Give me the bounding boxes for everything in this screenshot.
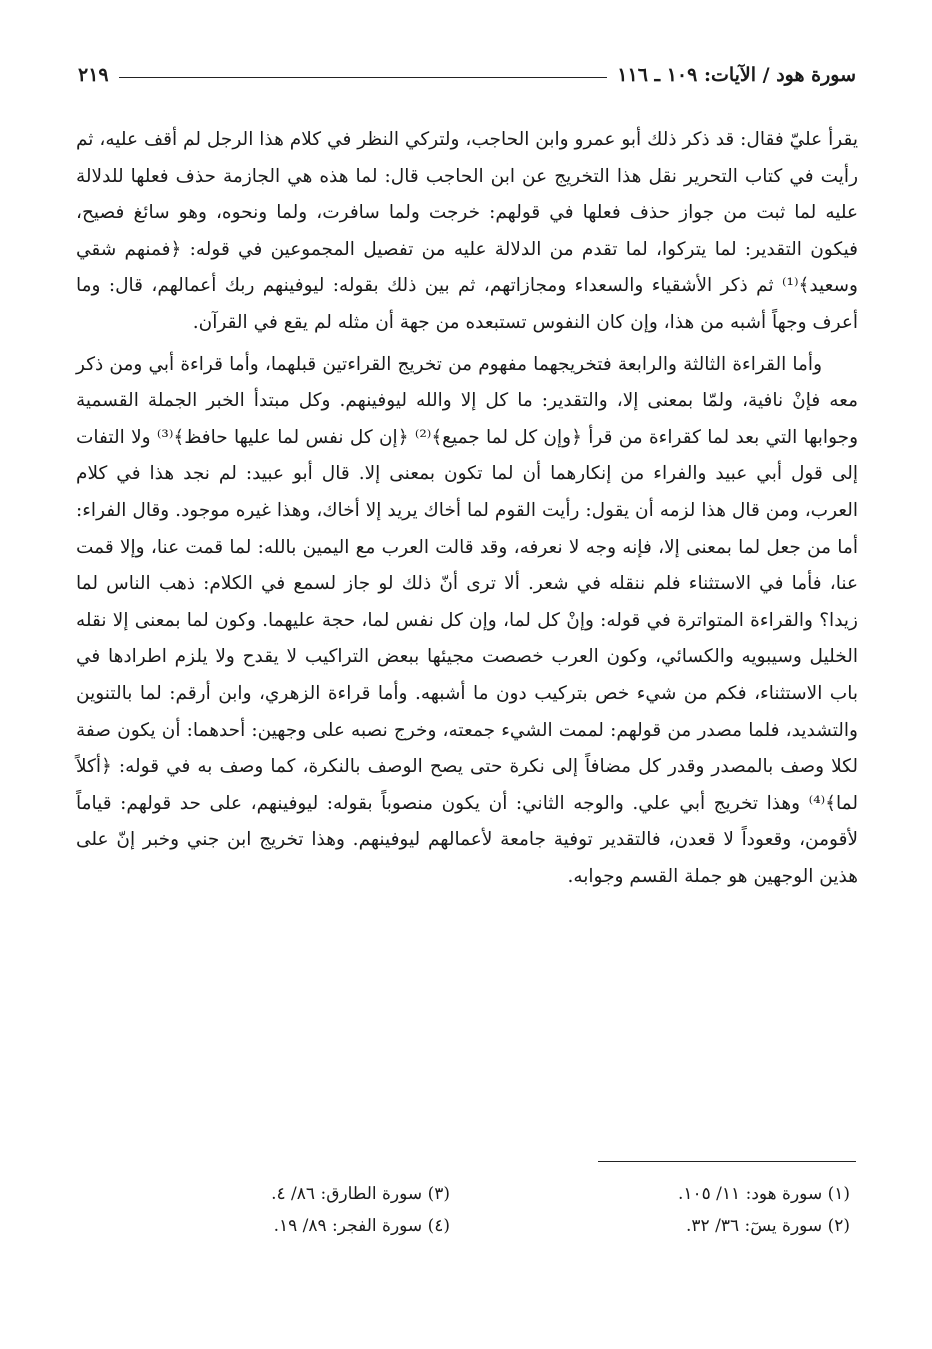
footnotes — [200, 1178, 850, 1248]
footnote-2: (٢) سورة يسٓ: ٣٦/ ٣٢. — [686, 1216, 850, 1236]
paragraph-1: يقرأ عليّ فقال: قد ذكر ذلك أبو عمرو وابن الحاجب، ولتركي النظر في كلام هذا الرجل لم أقف عليه، ثم رأيت في كتاب التحرير نقل هذا التخريج عن ابن الحاجب قال: لما هذه هي الجازمة حذف فعلها للدلالة عليه لما ثبت من جواز حذف فعلها في قولهم: خرجت ولما سافرت، ولما ونحوه، وهو سائغ فصيح، فيكون التقدير: لما يتركوا، لما تقدم من الدلالة عليه من تفصيل المجموعين في قوله: ﴿فمنهم شقي وسعيد﴾⁽¹⁾ ثم ذكر الأشقياء والسعداء ومجازاتهم، ثم بين ذلك بقوله: ليوفينهم ربك أعمالهم، قال: وما أعرف وجهاً أشبه من هذا، وإن كان النفوس تستبعده من جهة أن مثله لم يقع في القرآن. — [76, 129, 858, 333]
paragraph-2: وأما القراءة الثالثة والرابعة فتخريجهما مفهوم من تخريج القراءتين قبلهما، وأما قراءة أبي ومن ذكر معه فإنْ نافية، ولمّا بمعنى إلا، والتقدير: ما كل إلا والله ليوفينهم. وكل مبتدأ الخبر الجملة القسمية وجوابها التي بعد لما كقراءة من قرأ ﴿وإن كل لما جميع﴾⁽²⁾ ﴿إن كل نفس لما عليها حافظ﴾⁽³⁾ ولا التفات إلى قول أبي عبيد والفراء من إنكارهما أن لما تكون بمعنى إلا. قال أبو عبيد: لم نجد هذا في كلام العرب، ومن قال هذا لزمه أن يقول: رأيت القوم لما أخاك يريد إلا أخاك، وهذا غيره موجود. وقال الفراء: أما من جعل لما بمعنى إلا، فإنه وجه لا نعرفه، وقد قالت العرب مع اليمين بالله: لما قمت عنا، وإلا قمت عنا، فأما في الاستثناء فلم ننقله في شعر. ألا ترى أنّ ذلك لو جاز لسمع في الكلام: ذهب الناس لما زيدا؟ والقراءة المتواترة في قوله: وإنْ كل لما، وإن كل نفس لما، حجة عليهما. وكون لما بمعنى إلا نقله الخليل وسيبويه والكسائي، وكون العرب خصصت مجيئها ببعض التراكيب لا يقدح ولا يلزم اطرادها في باب الاستثناء، فكم من شيء خص بتركيب دون ما أشبهه. وأما قراءة الزهري، وابن أرقم: لما بالتنوين والتشديد، فلما مصدر من قولهم: لممت الشيء جمعته، وخرج نصبه على وجهين: أحدهما: أن يكون صفة لكلا وصف بالمصدر وقدر كل مضافاً إلى نكرة حتى يصح الوصف بالنكرة، كما وصف به في قوله: ﴿أكلاً لما﴾⁽⁴⁾ وهذا تخريج أبي علي. والوجه الثاني: أن يكون منصوباً بقوله: ليوفينهم، على حد قولهم: قياماً لأقومن، وقعوداً لا قعدن، فالتقدير توفية جامعة لأعمالهم ليوفينهم. وهذا تخريج ابن جني وخبر إنّ على هذين الوجهين هو جملة القسم وجوابه. — [76, 353, 858, 887]
footnote-column-right — [600, 1178, 850, 1242]
main-text — [76, 122, 858, 895]
footnote-column-left — [200, 1178, 450, 1242]
header-title: سورة هود / الآيات: ١٠٩ ـ ١١٦ — [617, 64, 856, 86]
header-rule — [119, 77, 608, 78]
footnote-rule — [598, 1161, 856, 1162]
footnote-3: (٣) سورة الطارق: ٨٦/ ٤. — [271, 1184, 450, 1204]
page-number: ٢١٩ — [78, 64, 109, 86]
running-header — [78, 58, 856, 92]
footnote-4: (٤) سورة الفجر: ٨٩/ ١٩. — [273, 1216, 450, 1236]
footnote-1: (١) سورة هود: ١١/ ١٠٥. — [677, 1184, 850, 1204]
